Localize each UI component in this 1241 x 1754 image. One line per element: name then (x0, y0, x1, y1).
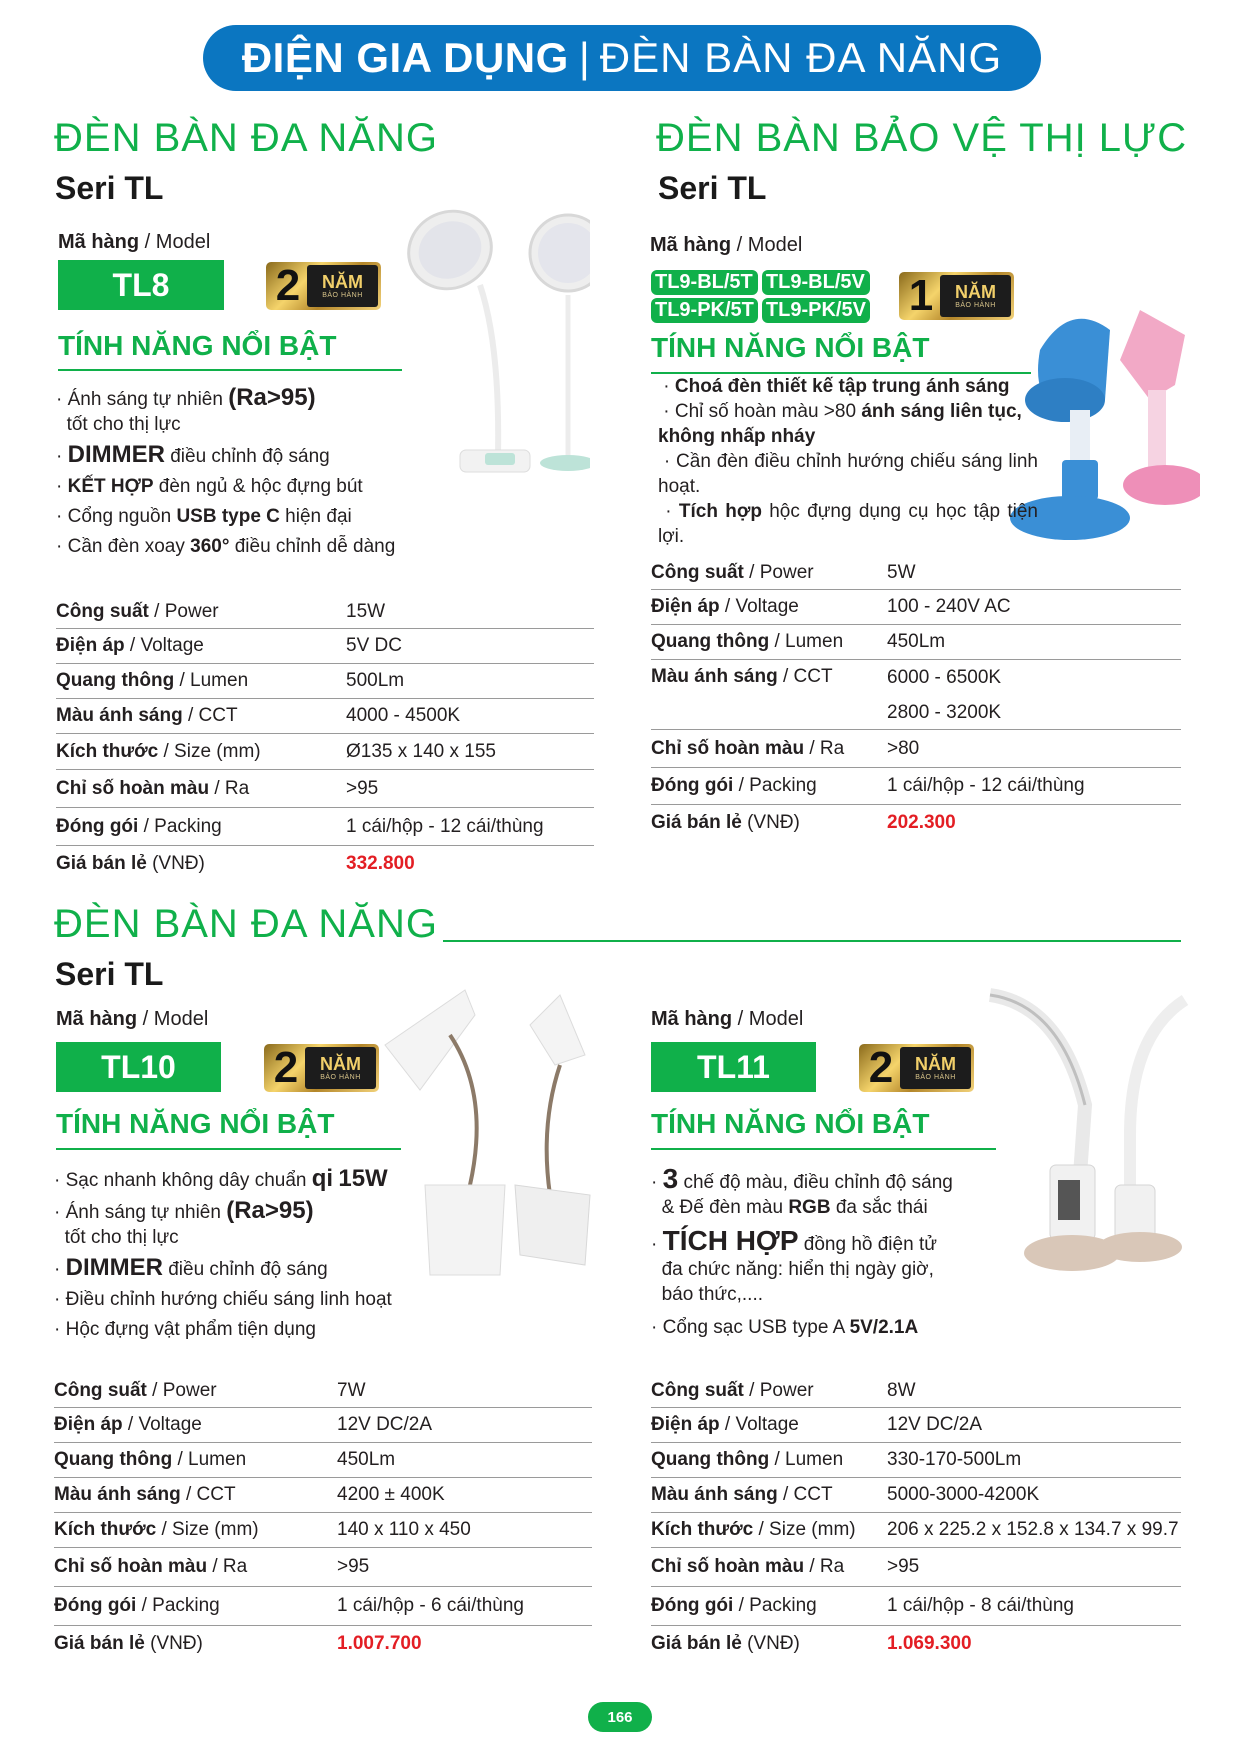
feature-item: · TÍCH HỢP đồng hồ điện tử đa chức năng: hiển thị ngày giờ, báo thức,.... (651, 1225, 937, 1305)
feature-item: · Sạc nhanh không dây chuẩn qi 15W (54, 1165, 388, 1192)
model-code: TL11 (651, 1042, 816, 1092)
feature-item: · DIMMER điều chỉnh độ sáng (54, 1254, 328, 1281)
price-row: Giá bán lẻ (VNĐ) 332.800 (56, 853, 415, 874)
spec-row: Điện áp / Voltage 5V DC (56, 629, 594, 664)
feature-item: · 3 chế độ màu, điều chỉnh độ sáng & Đế đèn màu RGB đa sắc thái (651, 1163, 953, 1218)
spec-row: Đóng gói / Packing 1 cái/hộp - 8 cái/thùng (651, 1587, 1181, 1626)
spec-row: Công suất / Power 5W (651, 556, 1181, 590)
model-chip: TL9-BL/5V (762, 270, 870, 295)
page-number: 166 (588, 1702, 652, 1732)
feature-item: · Choá đèn thiết kế tập trung ánh sáng (658, 376, 1010, 397)
spec-row: Màu ánh sáng / CCT 6000 - 6500K 2800 - 3200K (651, 660, 1181, 730)
feature-list (651, 1163, 1011, 1345)
spec-row: Màu ánh sáng / CCT 4200 ± 400K (54, 1478, 592, 1513)
features-title: TÍNH NĂNG NỔI BẬT (651, 332, 930, 363)
retail-price: 1.069.300 (887, 1633, 972, 1654)
spec-row: Đóng gói / Packing 1 cái/hộp - 6 cái/thùng (54, 1587, 592, 1626)
features-underline (651, 1148, 996, 1150)
page-header-banner (203, 25, 1041, 91)
model-chip: TL9-PK/5T (651, 298, 758, 323)
spec-table (54, 1374, 592, 1662)
features-underline (56, 1148, 401, 1150)
feature-item: · DIMMER điều chỉnh độ sáng (56, 441, 330, 468)
spec-row: Chỉ số hoàn màu / Ra >95 (54, 1548, 592, 1587)
spec-row: Chỉ số hoàn màu / Ra >80 (651, 730, 1181, 768)
model-code-list (651, 270, 870, 323)
warranty-years: 2 (868, 1043, 894, 1092)
spec-table (651, 1374, 1181, 1662)
spec-row: Chỉ số hoàn màu / Ra >95 (56, 770, 594, 808)
header-category: ĐIỆN GIA DỤNG (241, 34, 569, 81)
feature-item: · Cổng nguồn USB type C hiện đại (56, 506, 352, 527)
spec-row: Điện áp / Voltage 100 - 240V AC (651, 590, 1181, 625)
section-divider (443, 940, 1181, 942)
spec-table (651, 556, 1181, 841)
feature-item: · Cần đèn xoay 360° điều chỉnh dễ dàng (56, 536, 396, 557)
feature-item: · Ánh sáng tự nhiên (Ra>95) tốt cho thị lực (54, 1197, 314, 1248)
series-label: Seri TL (55, 170, 164, 206)
features-underline (58, 369, 402, 371)
warranty-years: 1 (908, 271, 934, 320)
spec-row: Điện áp / Voltage 12V DC/2A (651, 1408, 1181, 1443)
model-code: TL10 (56, 1042, 221, 1092)
header-separator: | (578, 34, 590, 81)
feature-item: · Điều chỉnh hướng chiếu sáng linh hoạt (54, 1289, 392, 1310)
model-label: Mã hàng / Model (651, 1008, 804, 1030)
spec-row: Quang thông / Lumen 500Lm (56, 664, 594, 699)
section-title: ĐÈN BÀN ĐA NĂNG (54, 902, 438, 946)
price-row: Giá bán lẻ (VNĐ) 1.069.300 (651, 1633, 972, 1654)
series-label: Seri TL (658, 170, 767, 206)
spec-row: Màu ánh sáng / CCT 5000-3000-4200K (651, 1478, 1181, 1513)
model-chip: TL9-BL/5T (651, 270, 758, 295)
retail-price: 332.800 (346, 853, 415, 874)
feature-item: · Cổng sạc USB type A 5V/2.1A (651, 1317, 919, 1338)
price-row: Giá bán lẻ (VNĐ) 202.300 (651, 812, 956, 833)
retail-price: 1.007.700 (337, 1633, 422, 1654)
qi-icon: qi (311, 1165, 334, 1192)
warranty-years: 2 (273, 1043, 299, 1092)
tl8-product-image (390, 205, 590, 475)
spec-row: Quang thông / Lumen 330-170-500Lm (651, 1443, 1181, 1478)
spec-row: Kích thước / Size (mm) Ø135 x 140 x 155 (56, 734, 594, 770)
warranty-badge: 2 NĂM BẢO HÀNH (266, 262, 381, 310)
retail-price: 202.300 (887, 812, 956, 833)
warranty-badge: 1 NĂM BẢO HÀNH (899, 272, 1014, 320)
features-title: TÍNH NĂNG NỔI BẬT (651, 1108, 930, 1139)
spec-row: Điện áp / Voltage 12V DC/2A (54, 1408, 592, 1443)
spec-row: Quang thông / Lumen 450Lm (651, 625, 1181, 660)
spec-row: Quang thông / Lumen 450Lm (54, 1443, 592, 1478)
spec-row: Màu ánh sáng / CCT 4000 - 4500K (56, 699, 594, 734)
feature-item: · Cần đèn điều chỉnh hướng chiếu sáng linh hoạt. (658, 451, 1038, 497)
features-title: TÍNH NĂNG NỔI BẬT (56, 1108, 335, 1139)
model-label: Mã hàng / Model (56, 1008, 209, 1030)
spec-table (56, 595, 594, 882)
model-chip: TL9-PK/5V (762, 298, 870, 323)
spec-row: Công suất / Power 15W (56, 595, 594, 629)
warranty-badge: 2 NĂM BẢO HÀNH (264, 1044, 379, 1092)
tl11-product-image (980, 985, 1200, 1285)
warranty-years: 2 (275, 261, 301, 310)
spec-row: Kích thước / Size (mm) 206 x 225.2 x 152.8 x 134.7 x 99.7 (651, 1513, 1181, 1548)
spec-row: Đóng gói / Packing 1 cái/hộp - 12 cái/thùng (56, 808, 594, 846)
warranty-badge: 2 NĂM BẢO HÀNH (859, 1044, 974, 1092)
features-title: TÍNH NĂNG NỔI BẬT (58, 330, 337, 361)
spec-row: Kích thước / Size (mm) 140 x 110 x 450 (54, 1513, 592, 1548)
model-label: Mã hàng / Model (58, 231, 211, 253)
series-label: Seri TL (55, 956, 164, 992)
feature-item: · Ánh sáng tự nhiên (Ra>95) tốt cho thị lực (56, 384, 316, 435)
feature-item: · Hộc đựng vật phẩm tiện dụng (54, 1319, 316, 1340)
tl10-product-image (380, 985, 600, 1295)
model-label: Mã hàng / Model (650, 234, 803, 256)
feature-item: · KẾT HỢP đèn ngủ & hộc đựng bút (56, 476, 363, 497)
spec-row: Công suất / Power 7W (54, 1374, 592, 1408)
section-title: ĐÈN BÀN ĐA NĂNG (54, 116, 438, 160)
spec-row: Chỉ số hoàn màu / Ra >95 (651, 1548, 1181, 1587)
section-title: ĐÈN BÀN BẢO VỆ THỊ LỰC (656, 116, 1188, 160)
feature-item: · Tích hợp hộc đựng dụng cụ học tập tiện lợi. (658, 501, 1038, 547)
tl9-product-image (1010, 290, 1200, 570)
price-row: Giá bán lẻ (VNĐ) 1.007.700 (54, 1633, 422, 1654)
feature-item: · Chỉ số hoàn màu >80 ánh sáng liên tục, không nhấp nháy (658, 401, 1022, 447)
spec-row: Công suất / Power 8W (651, 1374, 1181, 1408)
header-subcategory: ĐÈN BÀN ĐA NĂNG (599, 34, 1003, 81)
model-code: TL8 (58, 260, 224, 310)
feature-list (658, 374, 1038, 549)
spec-row: Đóng gói / Packing 1 cái/hộp - 12 cái/thùng (651, 768, 1181, 805)
